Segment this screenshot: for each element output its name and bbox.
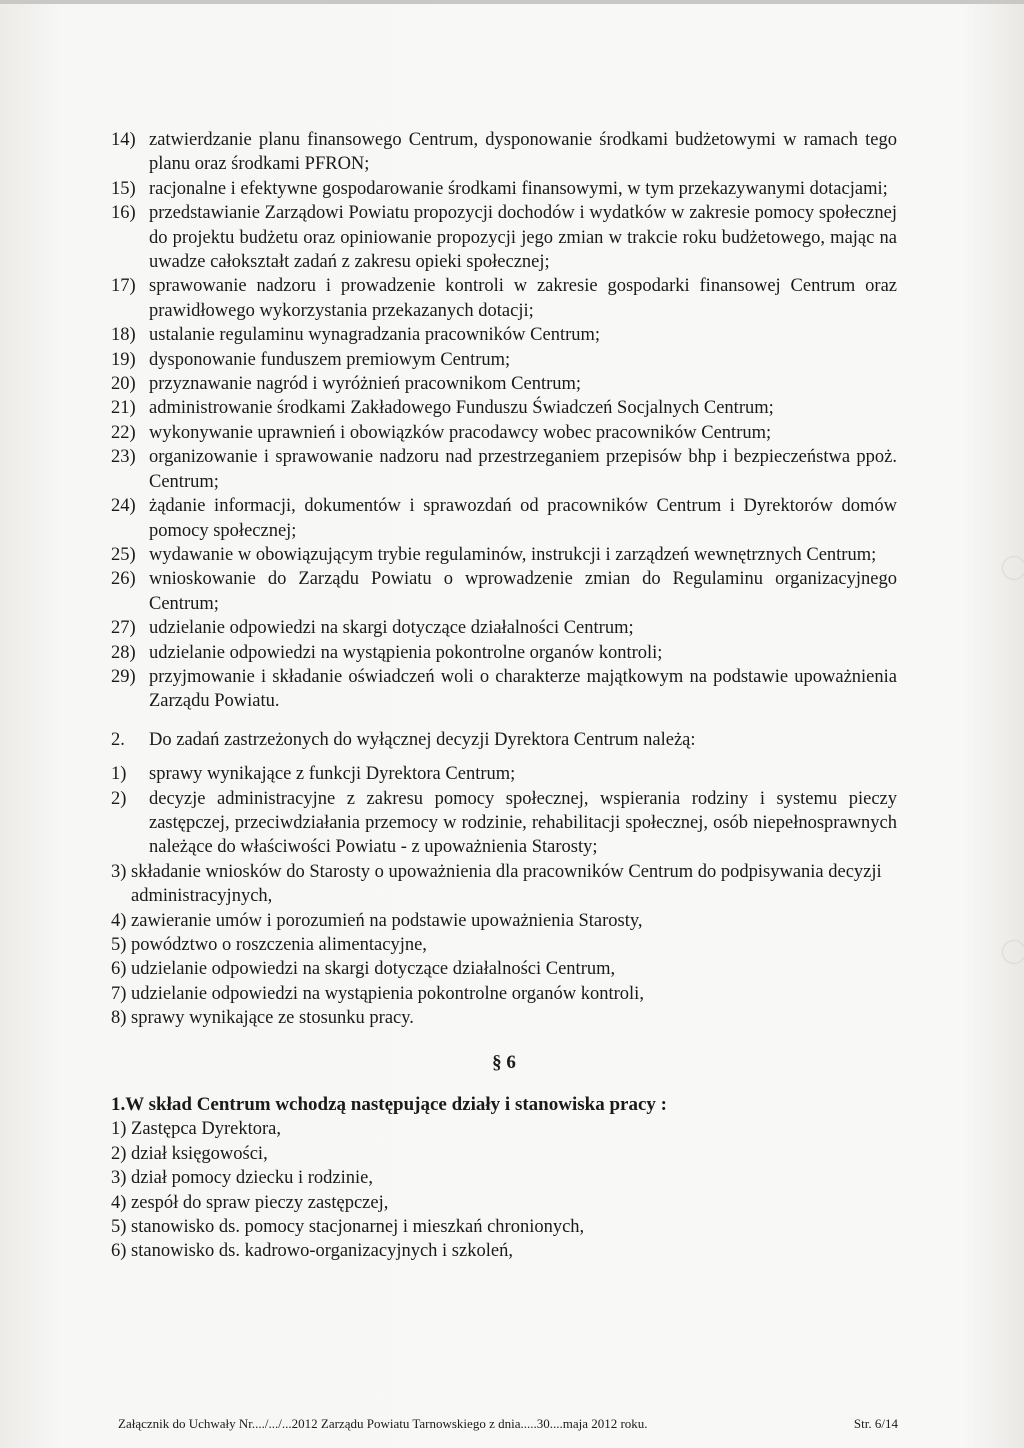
page-top-edge <box>0 0 1024 4</box>
list-item: 29) przyjmowanie i składanie oświadczeń woli o charakterze majątkowym na podstawie upoważnienia Zarządu Powiatu. <box>111 666 897 712</box>
list-item: 4) zespół do spraw pieczy zastępczej, <box>111 1192 389 1213</box>
list-item: 22) wykonywanie uprawnień i obowiązków pracodawcy wobec pracowników Centrum; <box>111 422 772 443</box>
punch-hole-mark <box>1002 940 1024 964</box>
list-item: 28) udzielanie odpowiedzi na wystąpienia pokontrolne organów kontroli; <box>111 642 663 663</box>
list-item: 1) Zastępca Dyrektora, <box>111 1119 282 1140</box>
list-reserved-decisions <box>111 762 897 860</box>
paragraph-2: 2. Do zadań zastrzeżonych do wyłącznej decyzji Dyrektora Centrum należą: <box>111 729 696 750</box>
list-item: 3) składanie wniosków do Starosty o upoważnienia dla pracowników Centrum do podpisywania decyzji administracyjnych, <box>111 861 882 907</box>
list-item: 6) udzielanie odpowiedzi na skargi dotyczące działalności Centrum, <box>111 959 616 980</box>
list-item: 5) powództwo o roszczenia alimentacyjne, <box>111 935 427 955</box>
list-item: 18) ustalanie regulaminu wynagradzania pracowników Centrum; <box>111 325 601 346</box>
punch-hole-mark <box>1002 556 1024 580</box>
list-item: 25) wydawanie w obowiązującym trybie regulaminów, instrukcji i zarządzeń wewnętrznych Centrum; <box>111 544 877 565</box>
list-item: 2) decyzje administracyjne z zakresu pomocy społecznej, wspierania rodziny i systemu pieczy zastępczej, przeciwdziałania przemocy w rodzinie, rehabilitacji społecznej, osób niepełnosprawnych należące do właściwości Powiatu - z upoważnienia Starosty; <box>111 788 897 858</box>
document-body <box>111 128 897 1264</box>
list-item: 7) udzielanie odpowiedzi na wystąpienia pokontrolne organów kontroli, <box>111 983 644 1004</box>
page-number: Str. 6/14 <box>853 1416 898 1431</box>
list-item: 1) sprawy wynikające z funkcji Dyrektora Centrum; <box>111 764 516 785</box>
section-heading: 1.W skład Centrum wchodzą następujące działy i stanowiska pracy : <box>111 1094 667 1116</box>
list-departments <box>111 1117 897 1263</box>
list-item: 20) przyznawanie nagród i wyróżnień pracownikom Centrum; <box>111 374 582 395</box>
page-footer <box>118 1416 898 1432</box>
list-reserved-decisions-cont <box>111 860 897 1031</box>
list-item: 5) stanowisko ds. pomocy stacjonarnej i mieszkań chronionych, <box>111 1217 585 1238</box>
footer-attachment-note: Załącznik do Uchwały Nr..../.../...2012 Zarządu Powiatu Tarnowskiego z dnia.....30....maja 2012 roku. <box>118 1416 648 1431</box>
list-item: 23) organizowanie i sprawowanie nadzoru nad przestrzeganiem przepisów bhp i bezpieczeństwa ppoż. Centrum; <box>111 447 897 492</box>
spacer <box>111 752 897 762</box>
list-item: 16) przedstawianie Zarządowi Powiatu propozycji dochodów i wydatków w zakresie pomocy społecznej do projektu budżetu oraz opiniowanie propozycji jego zmian w trakcie roku budżetowego, mając na uwadze całokształt zadań z zakresu opieki społecznej; <box>111 203 897 273</box>
list-item: 21) administrowanie środkami Zakładowego Funduszu Świadczeń Socjalnych Centrum; <box>111 398 774 419</box>
list-item: 6) stanowisko ds. kadrowo-organizacyjnych i szkoleń, <box>111 1241 513 1262</box>
list-item: 19) dysponowanie funduszem premiowym Centrum; <box>111 349 511 370</box>
list-item: 14) zatwierdzanie planu finansowego Centrum, dysponowanie środkami budżetowymi w ramach tego planu oraz środkami PFRON; <box>111 130 897 175</box>
list-item: 17) sprawowanie nadzoru i prowadzenie kontroli w zakresie gospodarki finansowej Centrum oraz prawidłowego wykorzystania przekazanych dotacji; <box>111 276 897 321</box>
list-item: 8) sprawy wynikające ze stosunku pracy. <box>111 1008 414 1029</box>
list-item: 26) wnioskowanie do Zarządu Powiatu o wprowadzenie zmian do Regulaminu organizacyjnego Centrum; <box>111 569 897 614</box>
list-item: 24) żądanie informacji, dokumentów i sprawozdań od pracowników Centrum i Dyrektorów domów pomocy społecznej; <box>111 496 897 541</box>
list-item: 27) udzielanie odpowiedzi na skargi dotyczące działalności Centrum; <box>111 618 634 639</box>
list-duties-continued <box>111 128 897 714</box>
list-item: 3) dział pomocy dziecku i rodzinie, <box>111 1168 373 1189</box>
list-item: 4) zawieranie umów i porozumień na podstawie upoważnienia Starosty, <box>111 910 643 931</box>
spacer <box>111 714 897 728</box>
section-number: § 6 <box>492 1051 516 1073</box>
list-item: 2) dział księgowości, <box>111 1143 268 1164</box>
list-item: 15) racjonalne i efektywne gospodarowanie środkami finansowymi, w tym przekazywanymi dotacjami; <box>111 178 888 199</box>
